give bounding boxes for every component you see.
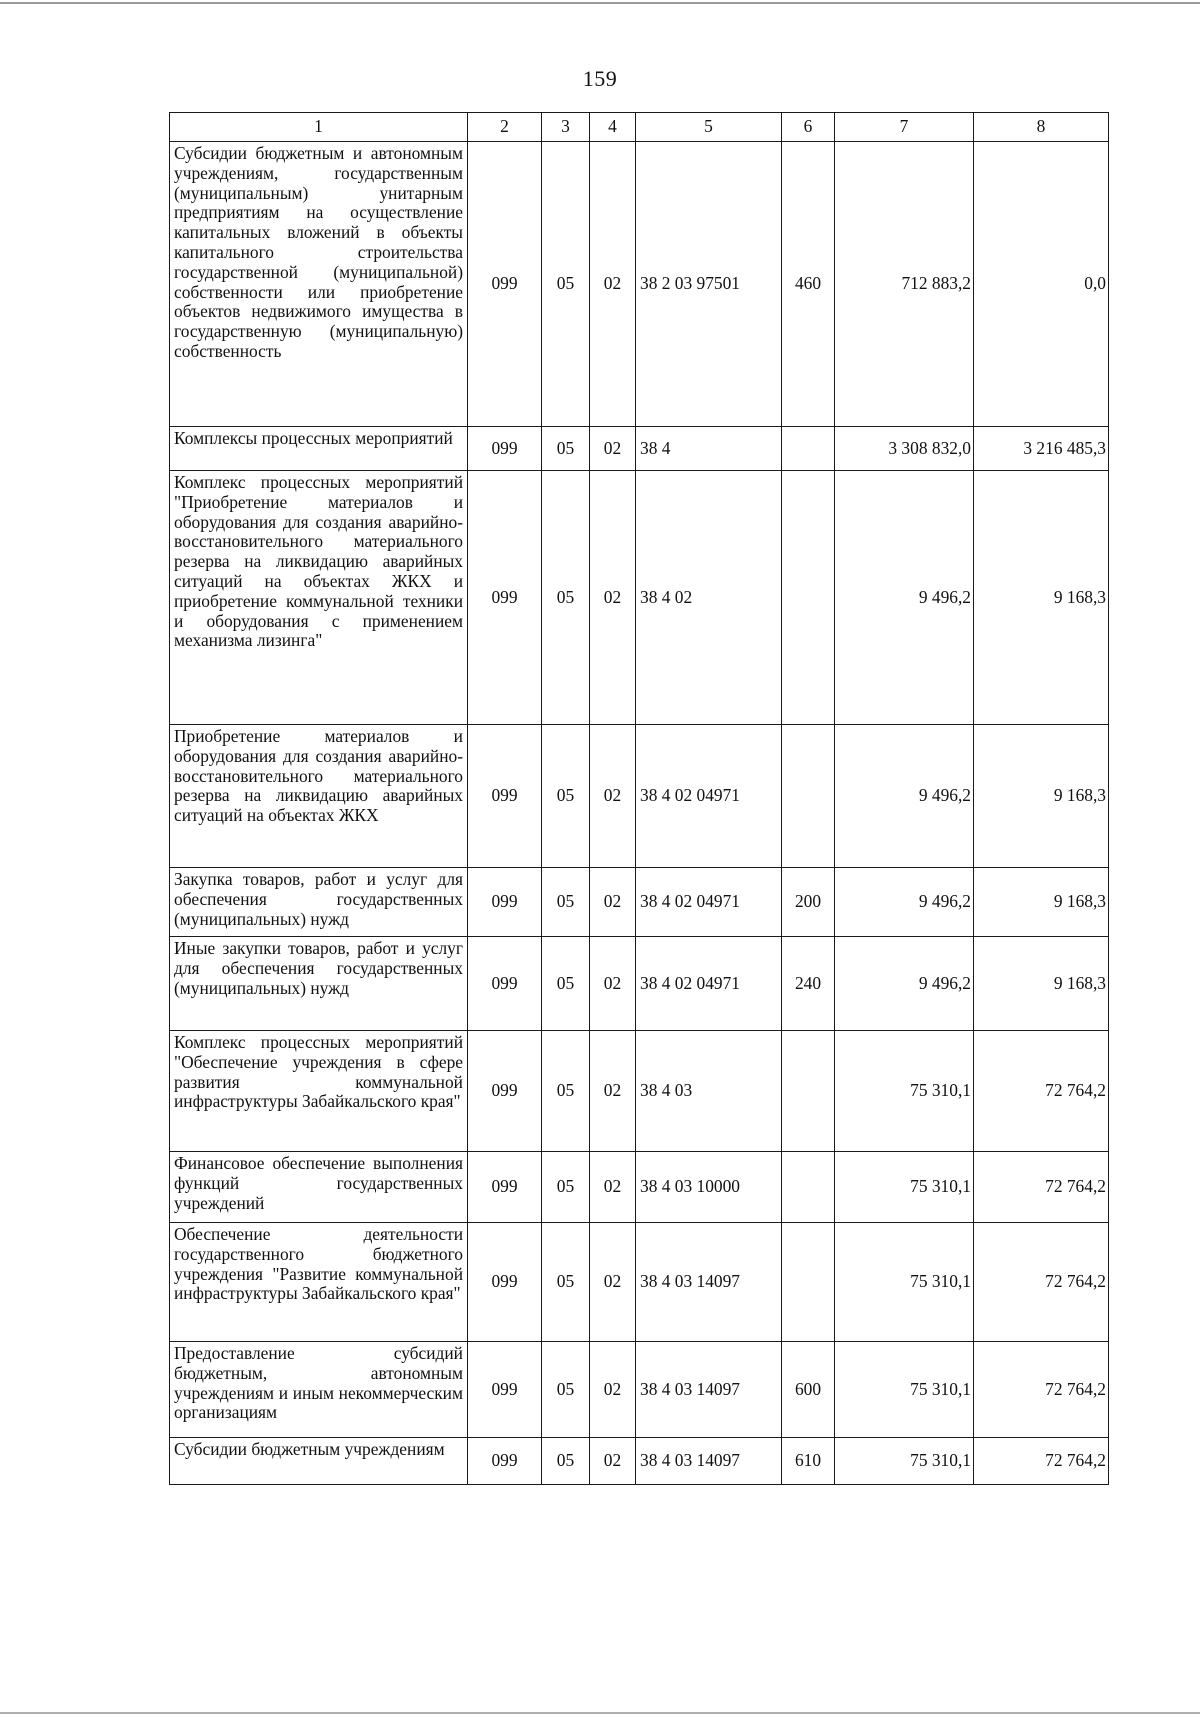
amount-year-2: 72 764,2 xyxy=(974,1438,1109,1485)
ministry-code: 099 xyxy=(468,471,542,725)
section-code: 05 xyxy=(542,1152,590,1223)
table-row xyxy=(170,937,1109,1031)
subsection-code: 02 xyxy=(590,1342,636,1438)
amount-year-1: 75 310,1 xyxy=(835,1438,974,1485)
section-code: 05 xyxy=(542,471,590,725)
subsection-code: 02 xyxy=(590,725,636,868)
section-code: 05 xyxy=(542,937,590,1031)
column-header: 8 xyxy=(974,113,1109,142)
table-row xyxy=(170,868,1109,937)
amount-year-2: 72 764,2 xyxy=(974,1152,1109,1223)
table-row xyxy=(170,1223,1109,1342)
amount-year-2: 0,0 xyxy=(974,142,1109,427)
section-code: 05 xyxy=(542,868,590,937)
top-scan-border xyxy=(0,2,1200,4)
amount-year-2: 9 168,3 xyxy=(974,868,1109,937)
amount-year-1: 712 883,2 xyxy=(835,142,974,427)
section-code: 05 xyxy=(542,1342,590,1438)
section-code: 05 xyxy=(542,1031,590,1152)
subsection-code: 02 xyxy=(590,427,636,471)
expense-type-code xyxy=(782,427,835,471)
ministry-code: 099 xyxy=(468,1223,542,1342)
amount-year-2: 9 168,3 xyxy=(974,937,1109,1031)
target-article-code: 38 4 xyxy=(636,427,782,471)
column-header: 2 xyxy=(468,113,542,142)
amount-year-2: 72 764,2 xyxy=(974,1342,1109,1438)
section-code: 05 xyxy=(542,1223,590,1342)
expense-type-code: 610 xyxy=(782,1438,835,1485)
table-row xyxy=(170,1342,1109,1438)
subsection-code: 02 xyxy=(590,937,636,1031)
expense-type-code: 240 xyxy=(782,937,835,1031)
target-article-code: 38 2 03 97501 xyxy=(636,142,782,427)
table-row xyxy=(170,142,1109,427)
item-name: Иные закупки товаров, работ и услуг для обеспечения государственных (муниципальных) нужд xyxy=(170,937,468,1031)
column-header: 5 xyxy=(636,113,782,142)
table-header-row xyxy=(170,113,1109,142)
amount-year-1: 75 310,1 xyxy=(835,1223,974,1342)
amount-year-2: 9 168,3 xyxy=(974,725,1109,868)
section-code: 05 xyxy=(542,427,590,471)
target-article-code: 38 4 02 04971 xyxy=(636,937,782,1031)
amount-year-1: 9 496,2 xyxy=(835,868,974,937)
ministry-code: 099 xyxy=(468,1152,542,1223)
section-code: 05 xyxy=(542,1438,590,1485)
target-article-code: 38 4 03 14097 xyxy=(636,1438,782,1485)
subsection-code: 02 xyxy=(590,868,636,937)
amount-year-2: 72 764,2 xyxy=(974,1223,1109,1342)
item-name: Субсидии бюджетным и автономным учреждениям, государственным (муниципальным) унитарным предприятиям на осуществление капитальных вложений в объекты капитального строительства государственной (муниципальной) собственности или приобретение объектов недвижимого имущества в государственную (муниципальную) собственность xyxy=(170,142,468,427)
item-name: Финансовое обеспечение выполнения функций государственных учреждений xyxy=(170,1152,468,1223)
expense-type-code: 200 xyxy=(782,868,835,937)
expense-type-code xyxy=(782,471,835,725)
ministry-code: 099 xyxy=(468,427,542,471)
amount-year-1: 3 308 832,0 xyxy=(835,427,974,471)
subsection-code: 02 xyxy=(590,1152,636,1223)
item-name: Субсидии бюджетным учреждениям xyxy=(170,1438,468,1485)
item-name: Комплексы процессных мероприятий xyxy=(170,427,468,471)
target-article-code: 38 4 03 xyxy=(636,1031,782,1152)
subsection-code: 02 xyxy=(590,1031,636,1152)
table-row xyxy=(170,427,1109,471)
amount-year-2: 72 764,2 xyxy=(974,1031,1109,1152)
amount-year-1: 75 310,1 xyxy=(835,1342,974,1438)
bottom-scan-border xyxy=(0,1712,1200,1714)
ministry-code: 099 xyxy=(468,1438,542,1485)
column-header: 1 xyxy=(170,113,468,142)
column-header: 4 xyxy=(590,113,636,142)
amount-year-1: 9 496,2 xyxy=(835,471,974,725)
item-name: Приобретение материалов и оборудования для создания аварийно-восстановительного материального резерва на ликвидацию аварийных ситуаций на объектах ЖКХ xyxy=(170,725,468,868)
section-code: 05 xyxy=(542,725,590,868)
amount-year-2: 3 216 485,3 xyxy=(974,427,1109,471)
target-article-code: 38 4 03 14097 xyxy=(636,1223,782,1342)
ministry-code: 099 xyxy=(468,725,542,868)
table-row xyxy=(170,1031,1109,1152)
target-article-code: 38 4 02 xyxy=(636,471,782,725)
expense-type-code xyxy=(782,725,835,868)
ministry-code: 099 xyxy=(468,1342,542,1438)
ministry-code: 099 xyxy=(468,937,542,1031)
subsection-code: 02 xyxy=(590,1223,636,1342)
expense-type-code xyxy=(782,1223,835,1342)
budget-table xyxy=(169,112,1109,1485)
target-article-code: 38 4 03 10000 xyxy=(636,1152,782,1223)
target-article-code: 38 4 02 04971 xyxy=(636,868,782,937)
subsection-code: 02 xyxy=(590,471,636,725)
column-header: 3 xyxy=(542,113,590,142)
table-row xyxy=(170,1438,1109,1485)
expense-type-code xyxy=(782,1152,835,1223)
table-row xyxy=(170,725,1109,868)
amount-year-1: 75 310,1 xyxy=(835,1031,974,1152)
target-article-code: 38 4 02 04971 xyxy=(636,725,782,868)
item-name: Комплекс процессных мероприятий "Обеспечение учреждения в сфере развития коммунальной инфраструктуры Забайкальского края" xyxy=(170,1031,468,1152)
table-row xyxy=(170,1152,1109,1223)
ministry-code: 099 xyxy=(468,142,542,427)
amount-year-1: 9 496,2 xyxy=(835,725,974,868)
item-name: Обеспечение деятельности государственного бюджетного учреждения "Развитие коммунальной инфраструктуры Забайкальского края" xyxy=(170,1223,468,1342)
page-number: 159 xyxy=(582,66,618,91)
target-article-code: 38 4 03 14097 xyxy=(636,1342,782,1438)
expense-type-code xyxy=(782,1031,835,1152)
section-code: 05 xyxy=(542,142,590,427)
column-header: 7 xyxy=(835,113,974,142)
ministry-code: 099 xyxy=(468,1031,542,1152)
ministry-code: 099 xyxy=(468,868,542,937)
amount-year-2: 9 168,3 xyxy=(974,471,1109,725)
expense-type-code: 460 xyxy=(782,142,835,427)
subsection-code: 02 xyxy=(590,142,636,427)
subsection-code: 02 xyxy=(590,1438,636,1485)
amount-year-1: 75 310,1 xyxy=(835,1152,974,1223)
amount-year-1: 9 496,2 xyxy=(835,937,974,1031)
table-row xyxy=(170,471,1109,725)
expense-type-code: 600 xyxy=(782,1342,835,1438)
item-name: Закупка товаров, работ и услуг для обеспечения государственных (муниципальных) нужд xyxy=(170,868,468,937)
column-header: 6 xyxy=(782,113,835,142)
item-name: Комплекс процессных мероприятий "Приобретение материалов и оборудования для создания аварийно-восстановительного материального резерва на ликвидацию аварийных ситуаций на объектах ЖКХ и приобретение коммунальной техники и оборудования с применением механизма лизинга" xyxy=(170,471,468,725)
item-name: Предоставление субсидий бюджетным, автономным учреждениям и иным некоммерческим организациям xyxy=(170,1342,468,1438)
